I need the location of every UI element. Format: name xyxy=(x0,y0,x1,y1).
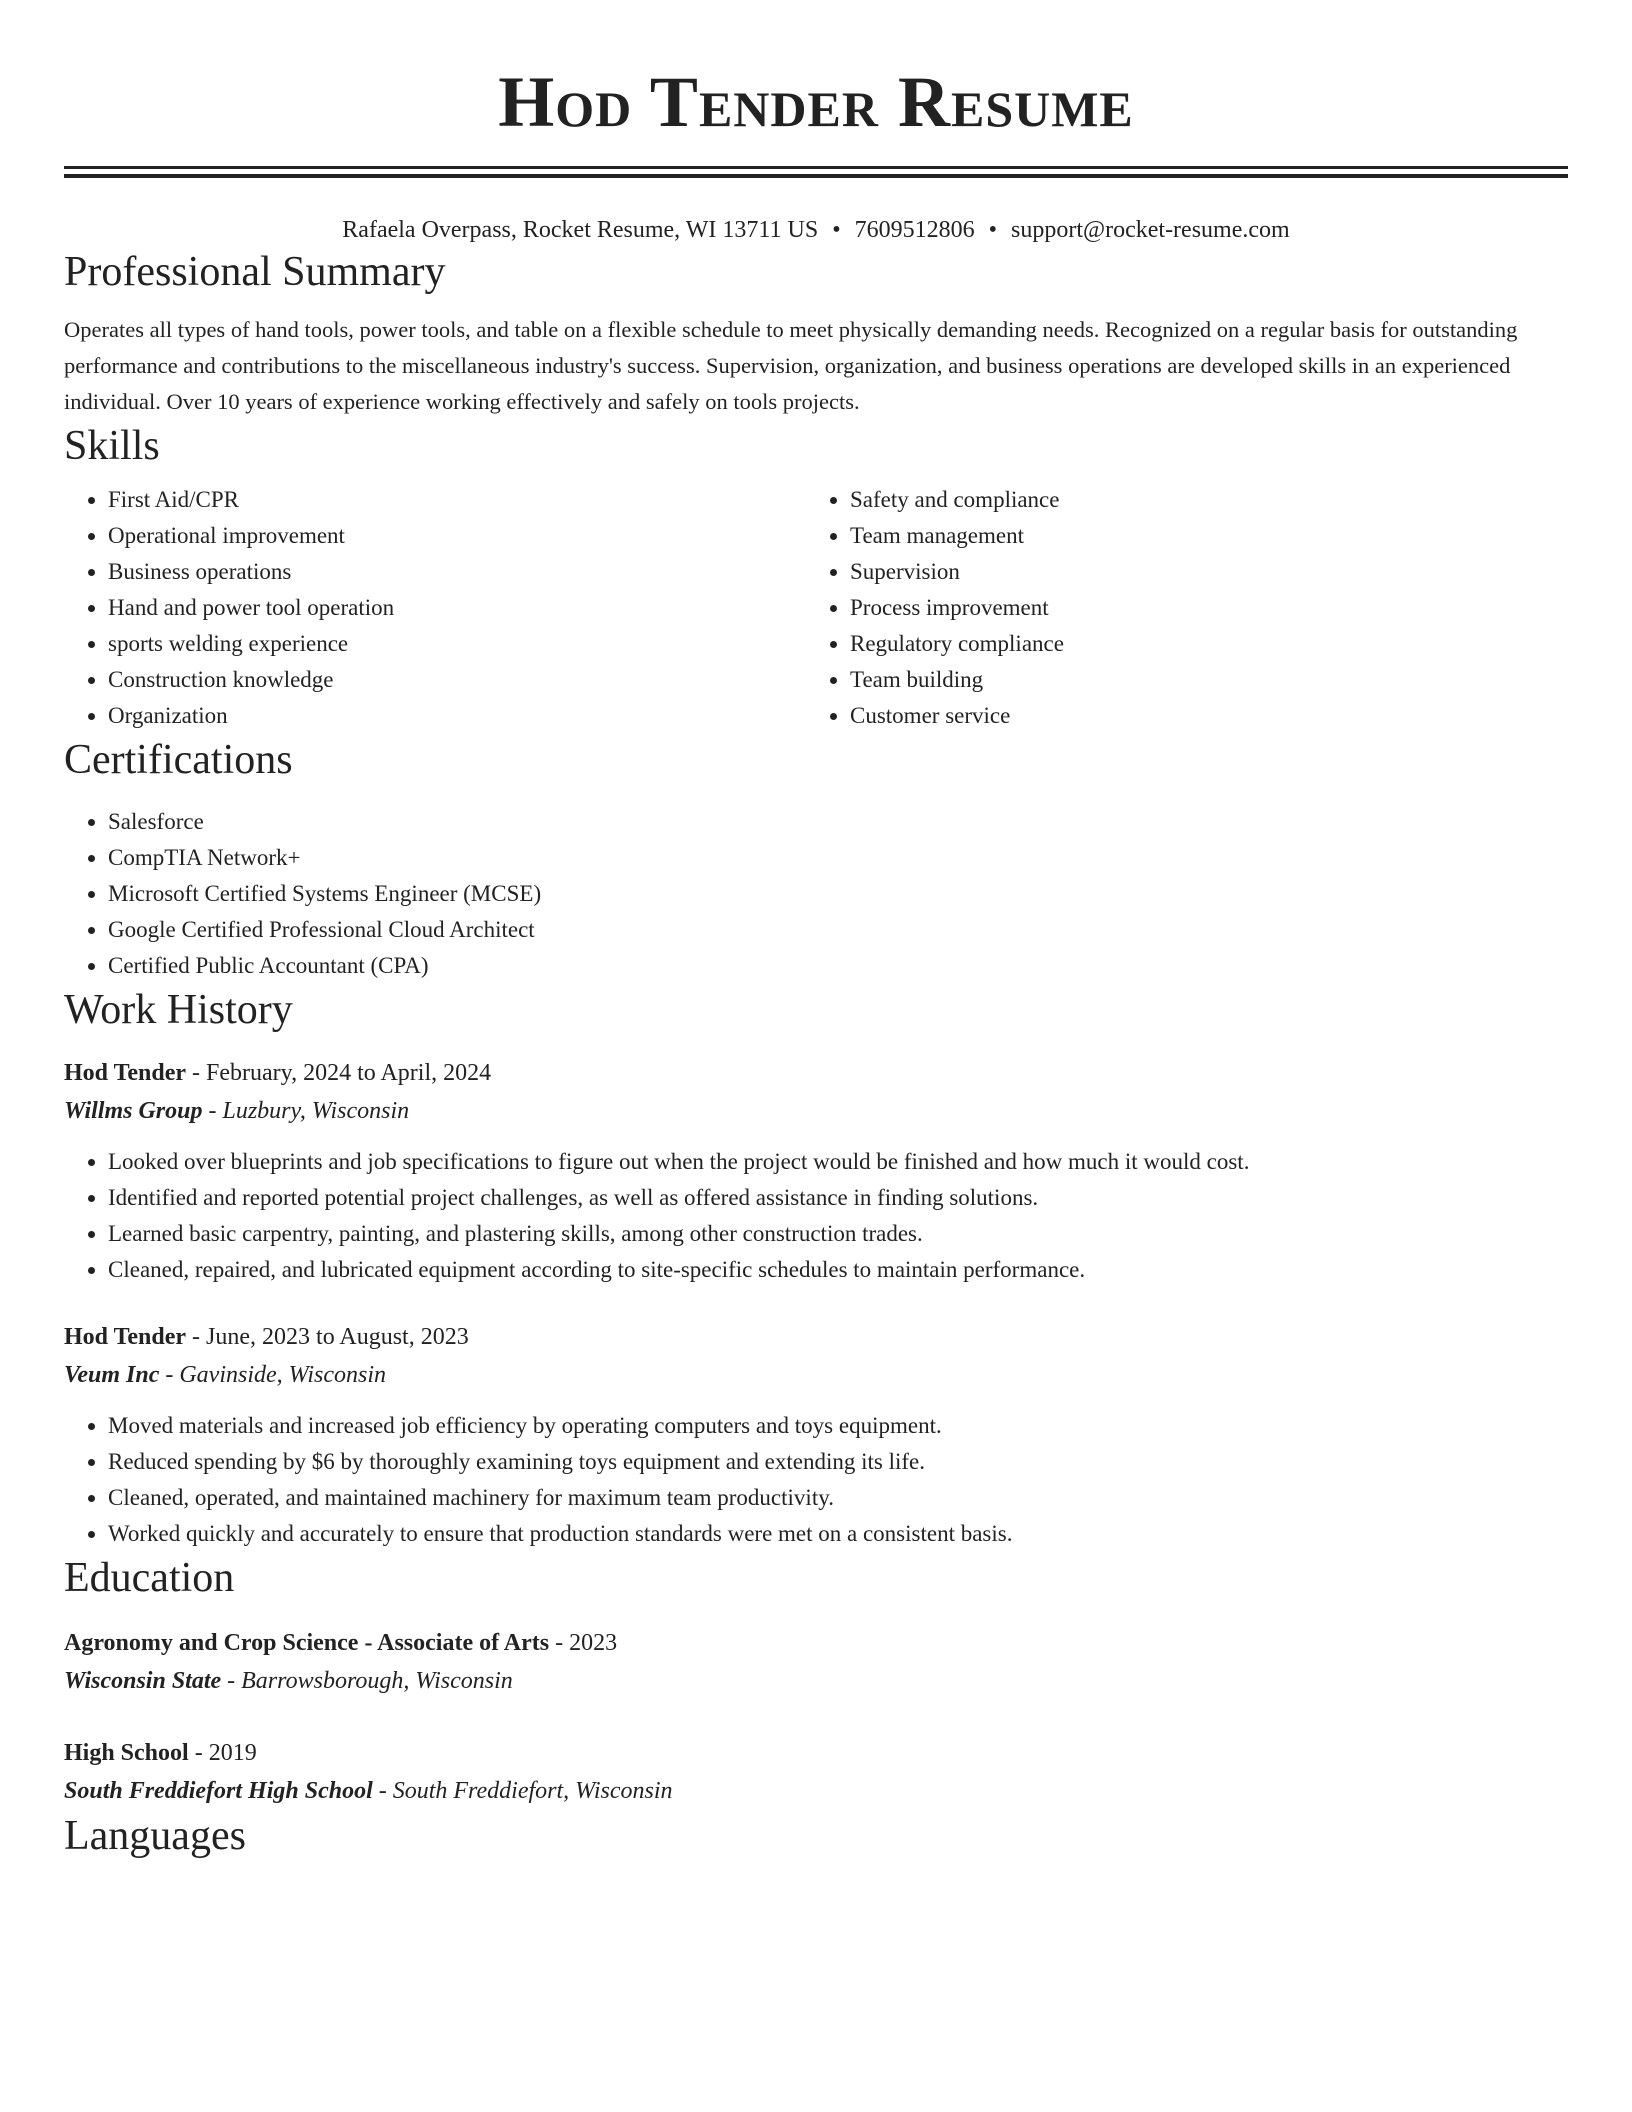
resume-title: Hod Tender Resume xyxy=(498,62,1134,142)
certification-item: • Salesforce xyxy=(108,804,1568,840)
job-duties-list xyxy=(64,1408,1568,1552)
education-heading: Education xyxy=(64,1555,235,1601)
languages-heading: Languages xyxy=(64,1813,246,1859)
job-company: Willms Group xyxy=(64,1098,203,1124)
title-double-rule xyxy=(64,166,1568,178)
certification-item: • Certified Public Accountant (CPA) xyxy=(108,948,1568,984)
job-duty-item: • Learned basic carpentry, painting, and plastering skills, among other construction trades. xyxy=(108,1216,1568,1252)
education-degree: High School xyxy=(64,1740,189,1766)
education-year: - 2023 xyxy=(549,1630,618,1656)
skill-item: • Operational improvement xyxy=(108,518,806,554)
job-company: Veum Inc xyxy=(64,1362,160,1388)
skill-item: • Team building xyxy=(850,662,1548,698)
education-location: - Barrowsborough, Wisconsin xyxy=(221,1668,513,1694)
job-title: Hod Tender xyxy=(64,1060,187,1086)
skill-item: • Safety and compliance xyxy=(850,482,1548,518)
job-location: - Gavinside, Wisconsin xyxy=(159,1362,386,1388)
education-school: Wisconsin State xyxy=(64,1668,222,1694)
contact-email[interactable]: support@rocket-resume.com xyxy=(1011,217,1290,243)
skills-column-left xyxy=(64,482,806,734)
job-duty-item: • Looked over blueprints and job specifications to figure out when the project would be finished and how much it would cost. xyxy=(108,1144,1568,1180)
job-company-line xyxy=(64,1356,1568,1394)
education-degree-line xyxy=(64,1624,1568,1662)
education-section xyxy=(64,1552,1568,1810)
contact-phone: 7609512806 xyxy=(854,217,975,243)
skill-item: • Organization xyxy=(108,698,806,734)
skill-item: • Regulatory compliance xyxy=(850,626,1548,662)
contact-separator: • xyxy=(832,217,841,243)
job-location: - Luzbury, Wisconsin xyxy=(202,1098,410,1124)
contact-line xyxy=(64,214,1568,246)
skills-section xyxy=(64,420,1568,734)
contact-separator: • xyxy=(988,217,997,243)
work-history-section xyxy=(64,984,1568,1552)
certification-item: • Google Certified Professional Cloud Architect xyxy=(108,912,1568,948)
skills-grid xyxy=(64,482,1568,734)
job-title-line xyxy=(64,1318,1568,1356)
job-duty-item: • Reduced spending by $6 by thoroughly examining toys equipment and extending its life. xyxy=(108,1444,1568,1480)
education-year: - 2019 xyxy=(188,1740,257,1766)
job-duty-item: • Moved materials and increased job efficiency by operating computers and toys equipment. xyxy=(108,1408,1568,1444)
education-entry xyxy=(64,1734,1568,1810)
job-title: Hod Tender xyxy=(64,1324,187,1350)
skill-item: • Supervision xyxy=(850,554,1548,590)
job-entry xyxy=(64,1054,1568,1288)
skill-item: • Hand and power tool operation xyxy=(108,590,806,626)
job-title-line xyxy=(64,1054,1568,1092)
job-duty-item: • Identified and reported potential project challenges, as well as offered assistance in finding solutions. xyxy=(108,1180,1568,1216)
summary-text: Operates all types of hand tools, power tools, and table on a flexible schedule to meet physically demanding needs. Recognized on a regular basis for outstanding performance and contributions to the miscellaneous industry's success. Supervision, organization, and business operations are developed skills in an experienced individual. Over 10 years of experience working effectively and safely on tools projects. xyxy=(64,317,1518,414)
skill-item: • Construction knowledge xyxy=(108,662,806,698)
certifications-list xyxy=(64,804,1568,984)
education-school-line xyxy=(64,1662,1568,1700)
certification-item: • Microsoft Certified Systems Engineer (MCSE) xyxy=(108,876,1568,912)
education-degree-line xyxy=(64,1734,1568,1772)
education-location: - South Freddiefort, Wisconsin xyxy=(372,1778,673,1804)
skill-item: • sports welding experience xyxy=(108,626,806,662)
skills-list-right xyxy=(806,482,1548,734)
summary-heading: Professional Summary xyxy=(64,249,446,295)
skills-column-right xyxy=(806,482,1548,734)
job-duty-item: • Cleaned, repaired, and lubricated equipment according to site-specific schedules to maintain performance. xyxy=(108,1252,1568,1288)
summary-section xyxy=(64,246,1568,420)
languages-section xyxy=(64,1810,1568,1862)
certifications-section xyxy=(64,734,1568,984)
education-degree: Agronomy and Crop Science - Associate of Arts xyxy=(64,1630,550,1656)
skill-item: • Team management xyxy=(850,518,1548,554)
skill-item: • First Aid/CPR xyxy=(108,482,806,518)
job-company-line xyxy=(64,1092,1568,1130)
certification-item: • CompTIA Network+ xyxy=(108,840,1568,876)
skills-heading: Skills xyxy=(64,423,160,469)
job-entry xyxy=(64,1318,1568,1552)
contact-address: Rafaela Overpass, Rocket Resume, WI 13711 US xyxy=(342,217,819,243)
education-school: South Freddiefort High School xyxy=(64,1778,373,1804)
job-dates: - June, 2023 to August, 2023 xyxy=(186,1324,469,1350)
job-duty-item: • Worked quickly and accurately to ensure that production standards were met on a consistent basis. xyxy=(108,1516,1568,1552)
work-history-heading: Work History xyxy=(64,987,293,1033)
job-duty-item: • Cleaned, operated, and maintained machinery for maximum team productivity. xyxy=(108,1480,1568,1516)
skill-item: • Business operations xyxy=(108,554,806,590)
education-school-line xyxy=(64,1772,1568,1810)
skill-item: • Process improvement xyxy=(850,590,1548,626)
skill-item: • Customer service xyxy=(850,698,1548,734)
skills-list-left xyxy=(64,482,806,734)
certifications-heading: Certifications xyxy=(64,737,293,783)
job-duties-list xyxy=(64,1144,1568,1288)
education-entry xyxy=(64,1624,1568,1700)
job-dates: - February, 2024 to April, 2024 xyxy=(186,1060,492,1086)
